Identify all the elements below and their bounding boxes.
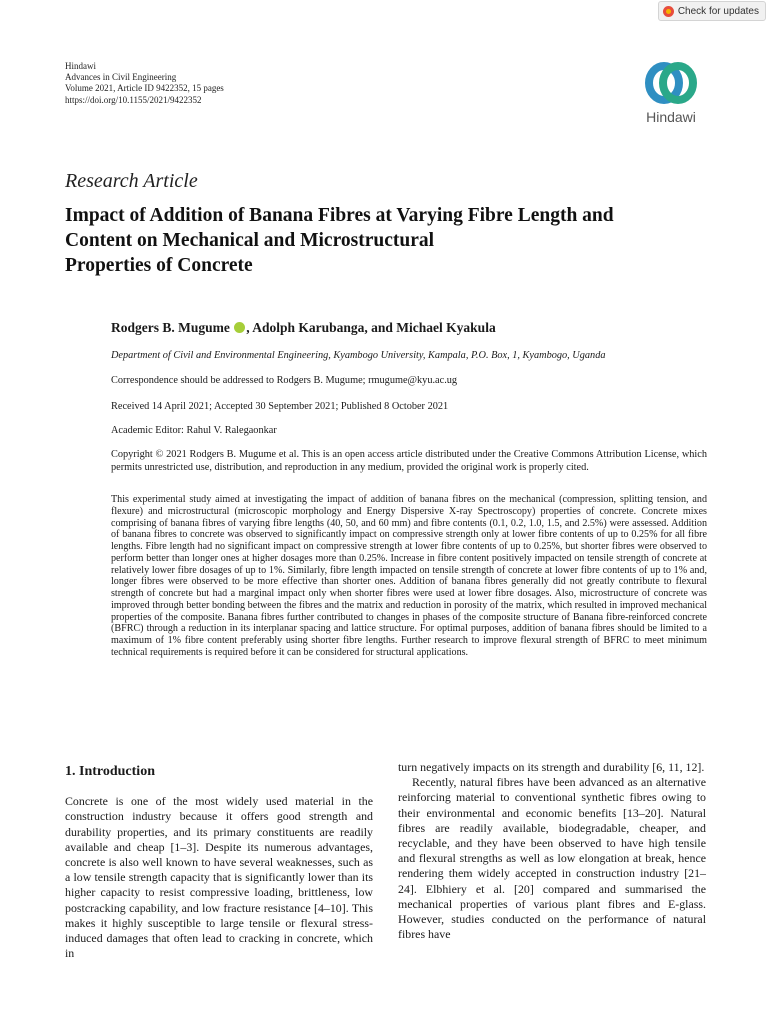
hindawi-logo: [634, 60, 708, 125]
orcid-icon[interactable]: [234, 322, 245, 333]
article-type: Research Article: [65, 170, 198, 192]
right-column: [398, 760, 706, 942]
publisher-name: Hindawi: [65, 61, 96, 71]
body-paragraph: Recently, natural fibres have been advanced as an alternative reinforcing material to conventional synthetic fibres owing to their environmental and economic benefits [13–20]. Natural fibres are readily available, biodegradable, cheaper, and recyclable, and they have been observed to have high tensile and flexural strengths as well as low elongation at break, hence rendering them widely accepted in construction industry [21–24]. Elbhiery et al. [20] compared and summarised the mechanical properties of various plant fibres and E-glass. However, studies conducted on the performance of natural fibres have: [398, 775, 706, 942]
title-line: Content on Mechanical and Microstructural: [65, 230, 435, 251]
academic-editor: Academic Editor: Rahul V. Ralegaonkar: [111, 425, 277, 436]
volume-info: Volume 2021, Article ID 9422352, 15 pages: [65, 83, 224, 94]
article-title: [65, 203, 725, 278]
doi-link[interactable]: https://doi.org/10.1155/2021/9422352: [65, 94, 202, 105]
publication-dates: Received 14 April 2021; Accepted 30 September 2021; Published 8 October 2021: [111, 401, 449, 412]
author-name: Rodgers B. Mugume: [111, 320, 230, 335]
hindawi-rings-icon: [643, 60, 699, 106]
title-line: Properties of Concrete: [65, 255, 253, 276]
check-for-updates-label: Check for updates: [677, 5, 759, 17]
journal-header: [65, 61, 224, 106]
correspondence: Correspondence should be addressed to Rodgers B. Mugume; rmugume@kyu.ac.ug: [111, 375, 458, 386]
body-paragraph: Concrete is one of the most widely used material in the construction industry because it offers good strength and durability properties, and its primary constituents are readily available and cheap [1–3]. Despite its numerous advantages, concrete is also well known to have several weaknesses, such as a low tensile strength capacity that is significantly lower than its higher capacity to resist compressive loading, brittleness, low postcracking capability, and low fracture resistance [4–10]. This makes it highly susceptible to large tensile or flexural stress-induced damages that often lead to cracking in concrete, which in: [65, 794, 373, 961]
title-line: Impact of Addition of Banana Fibres at Varying Fibre Length and: [65, 205, 614, 226]
left-column: [65, 760, 373, 961]
logo-text: Hindawi: [646, 109, 696, 125]
journal-name: Advances in Civil Engineering: [65, 72, 177, 83]
author-list: [111, 320, 496, 336]
body-paragraph: turn negatively impacts on its strength and durability [6, 11, 12].: [398, 760, 705, 774]
affiliation: Department of Civil and Environmental Engineering, Kyambogo University, Kampala, P.O. Box, 1, Kyambogo, Uganda: [111, 350, 606, 361]
section-heading: 1. Introduction: [65, 764, 155, 779]
check-for-updates-button[interactable]: [658, 1, 766, 21]
crossmark-icon: [663, 6, 674, 17]
abstract: This experimental study aimed at investigating the impact of addition of banana fibres on the mechanical (compression, splitting tension, and flexure) and microstructural (microscopic morphology and Energy Dispersive X-ray Spectroscopy) properties of concrete. Concrete mixes comprising of banana fibres of varying fibre lengths (40, 50, and 60 mm) and fibre contents (0.1, 0.2, 1.0, 1.5, and 2.5%) were assessed. Addition of banana fibres to concrete was observed to significantly impact on compressive strength only at lower fibre contents of up to 0.25% for all fibre lengths. Fibre length had no significant impact on compressive strength at lower fibre contents of up to 0.25%, but shorter fibres were observed to perform better than longer ones at higher dosages more than 0.25%. Increase in fibre content positively impacted on tensile strength of concrete at relatively lower fibre dosages of up to 1%. Similarly, fibre length impacted on tensile strength of concrete at lower fibre contents of up to 1% and, longer fibres were observed to be more effective than shorter ones. Addition of banana fibres generally did not greatly contribute to flexural strength of concrete but had a marginal impact only when shorter fibres were used at lower fibre dosages. Also, microstructure of concrete was improved through better bonding between the fibres and the matrix and reduction in porosity of the matrix, which resulted in improved mechanical properties of the composite. Banana fibres further contributed to changes in phases of the composite structure of Banana fibre-reinforced concrete (BFRC) through a reduction in its interplanar spacing and lattice structure. For optimal purposes, addition of banana fibres should be limited to a maximum of 1% fibre content preferably using shorter fibre lengths. Further research to improve flexural strength of BFRC to meet minimum technical requirements is required before it can be considered for structural applications.: [111, 494, 707, 658]
copyright-notice: Copyright © 2021 Rodgers B. Mugume et al. This is an open access article distributed under the Creative Commons Attribution License, which permits unrestricted use, distribution, and reproduction in any medium, provided the original work is properly cited.: [111, 449, 707, 473]
author-names-rest: , Adolph Karubanga, and Michael Kyakula: [246, 320, 496, 335]
